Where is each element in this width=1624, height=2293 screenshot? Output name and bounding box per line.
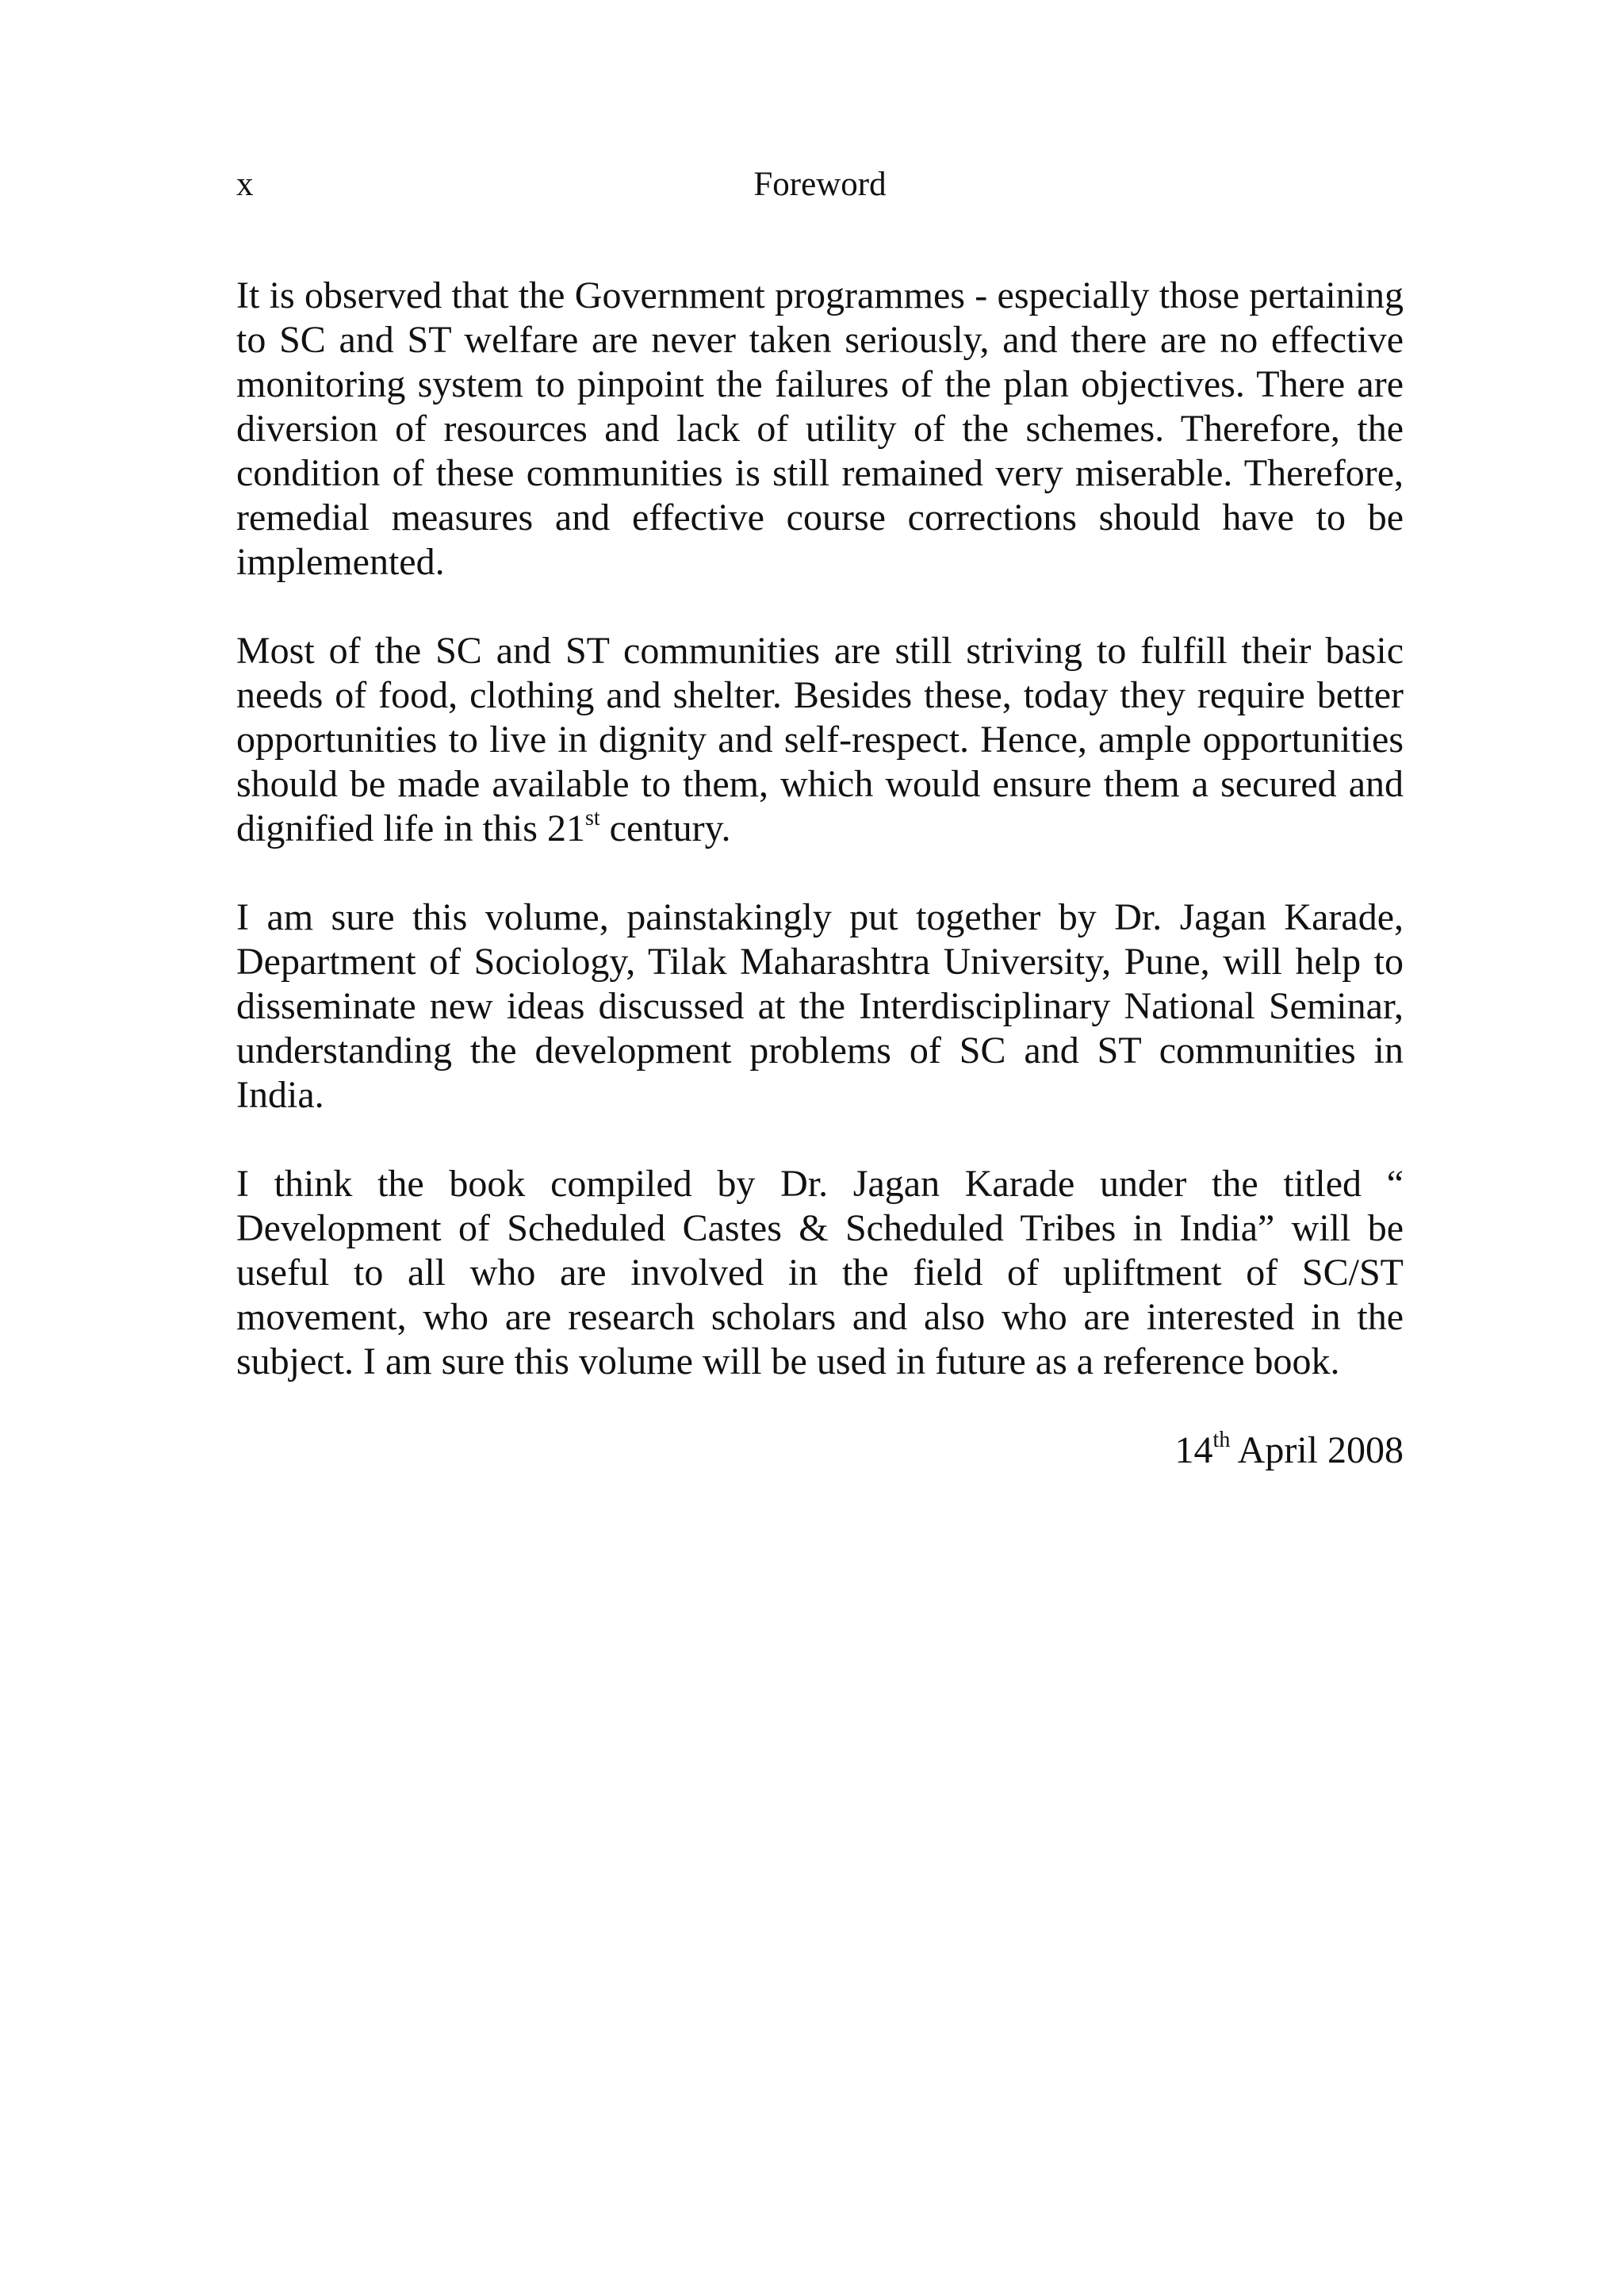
paragraph-3: I am sure this volume, painstakingly put together by Dr. Jagan Karade, Department of Sociology, Tilak Maharashtra University, Pune, will help to disseminate new ideas discussed at the Interdisciplinary National Seminar, understanding the development problems of SC and ST communities in India.	[236, 896, 1404, 1116]
running-title: Foreword	[753, 166, 887, 203]
paragraph-2	[236, 629, 1404, 851]
paragraph-1: It is observed that the Government programmes - especially those pertaining to SC and ST welfare are never taken seriously, and there are no effective monitoring system to pinpoint the failures of the plan objectives. There are diversion of resources and lack of utility of the schemes. Therefore, the condition of these communities is still remained very miserable. Therefore, remedial measures and effective course corrections should have to be implemented.	[236, 274, 1404, 583]
date-month-year: April 2008	[1230, 1429, 1404, 1471]
date-day: 14	[1174, 1429, 1213, 1471]
paragraph-2-text: Most of the SC and ST communities are still striving to fulfill their basic needs of food, clothing and shelter. Besides these, today they require better opportunities to live in dignity and self-respect. Hence, ample opportunities should be made available to them, which would ensure them a secured and dignified life in this 21	[236, 630, 1404, 849]
running-head	[236, 163, 1404, 207]
date-line	[236, 1428, 1404, 1473]
date-ordinal-suffix: th	[1212, 1428, 1231, 1452]
paragraph-2-end: century.	[599, 807, 731, 849]
ordinal-superscript: st	[584, 806, 600, 830]
paragraph-4: I think the book compiled by Dr. Jagan Karade under the titled “ Development of Scheduled Castes & Scheduled Tribes in India” will be useful to all who are involved in the field of upliftment of SC/ST movement, who are research scholars and also who are interested in the subject. I am sure this volume will be used in future as a reference book.	[236, 1163, 1404, 1382]
page-number: x	[236, 166, 254, 203]
foreword-body	[236, 274, 1404, 1473]
